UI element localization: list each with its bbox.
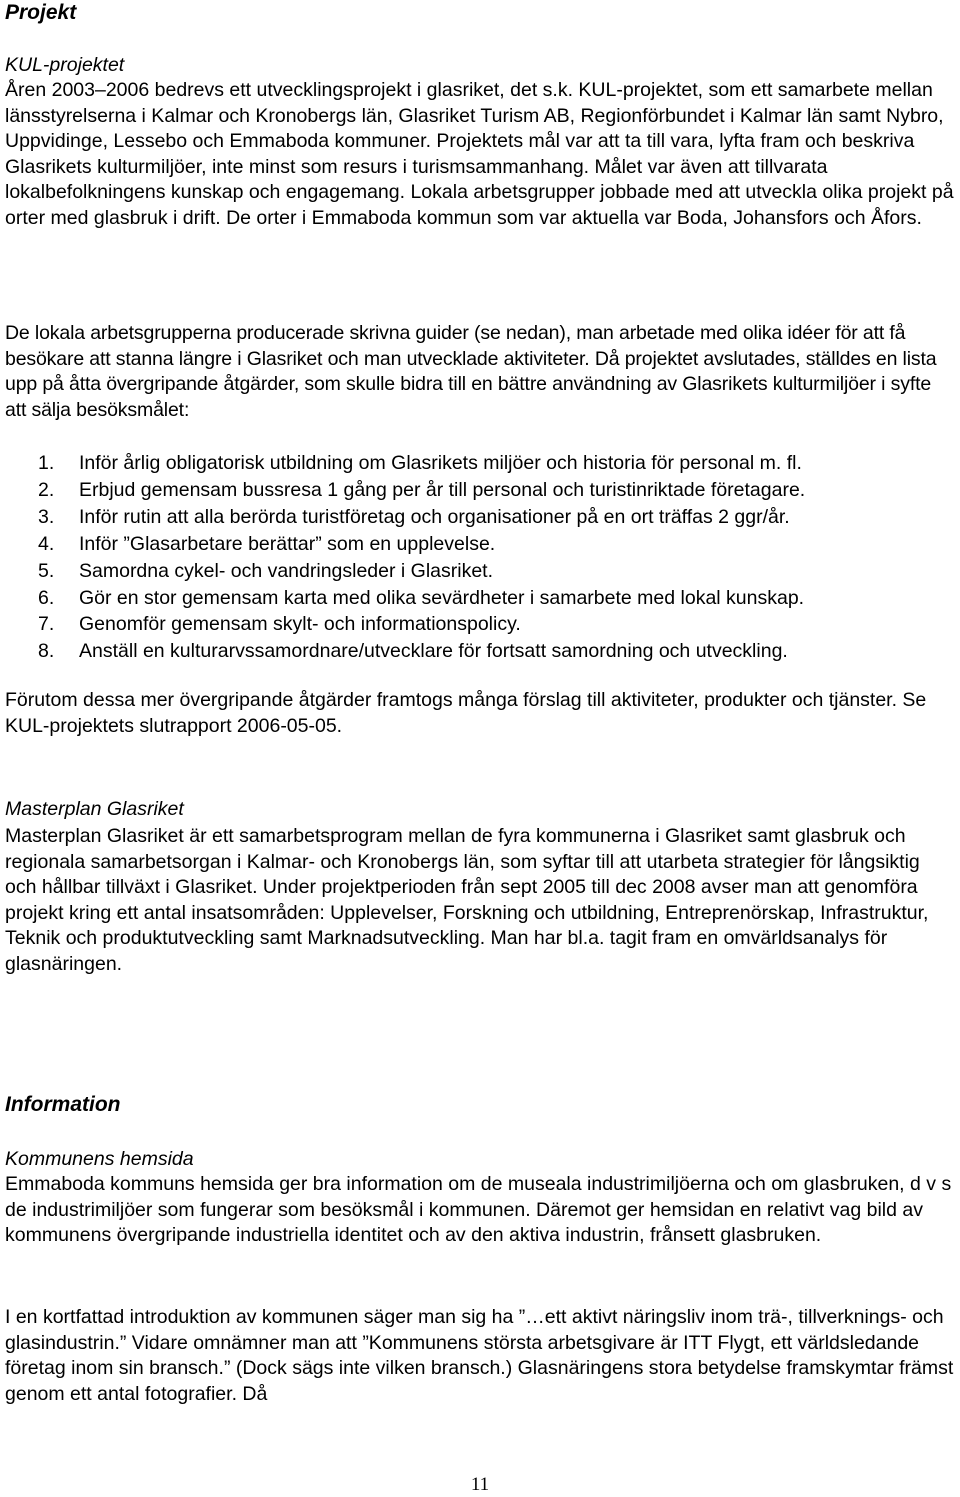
measures-list xyxy=(38,450,805,665)
subheading-masterplan: Masterplan Glasriket xyxy=(5,798,184,820)
list-item xyxy=(38,531,805,558)
paragraph-arbetsgrupper: De lokala arbetsgrupperna producerade skrivna guider (se nedan), man arbetade med olika idéer för att få besökare att stanna längre i Glasriket och man utvecklade aktiviteter. Då projektet avslutades, ställdes en lista upp på åtta övergripande åtgärder, som skulle bidra till en bättre användning av Glasrikets kulturmiljöer i syfte att sälja besöksmålet: xyxy=(5,322,937,421)
list-item-number: 1. xyxy=(38,452,55,474)
paragraph-masterplan: Masterplan Glasriket är ett samarbetsprogram mellan de fyra kommunerna i Glasriket samt glasbruk och regionala samarbetsorgan i Kalmar- och Kronobergs län, som syftar till att utarbeta strategier för långsiktig och hållbar tillväxt i Glasriket. Under projektperioden från sept 2005 till dec 2008 avser man att genomföra projekt kring ett antal insatsområden: Upplevelser, Forskning och utbildning, Entreprenörskap, Infrastruktur, Teknik och produktutveckling samt Marknadsutveckling. Man har bl.a. tagit fram en omvärldsanalys för glasnäringen. xyxy=(5,825,929,975)
list-item-number: 8. xyxy=(38,640,55,663)
page-number: 11 xyxy=(470,1474,490,1495)
list-item-text: Samordna cykel- och vandringsleder i Glasriket. xyxy=(79,559,494,582)
list-item xyxy=(38,450,805,477)
list-item xyxy=(38,638,805,665)
paragraph-forslag: Förutom dessa mer övergripande åtgärder framtogs många förslag till aktiviteter, produkter och tjänster. Se KUL-projektets slutrapport 2006-05-05. xyxy=(5,689,927,737)
subheading-kul-projektet: KUL-projektet xyxy=(5,54,125,76)
list-item-number: 7. xyxy=(38,613,55,636)
paragraph-hemsida: Emmaboda kommuns hemsida ger bra information om de museala industrimiljöerna och om glasbruken, d v s de industrimiljöer som fungerar som besöksmål i kommunen. Däremot ger hemsidan en relativt vag bild av kommunens övergripande industriella identitet och av den aktiva industrin, frånsett glasbruken. xyxy=(5,1173,952,1246)
list-item xyxy=(38,585,805,612)
section-heading-projekt: Projekt xyxy=(5,1,77,24)
list-item-number: 6. xyxy=(38,586,55,609)
list-item-text: Anställ en kulturarvssamordnare/utvecklare för fortsatt samordning och utveckling. xyxy=(79,640,788,663)
list-item xyxy=(38,504,805,531)
list-item-number: 2. xyxy=(38,478,55,501)
list-item-text: Inför rutin att alla berörda turistföretag och organisationer på en ort träffas 2 ggr/år. xyxy=(79,505,790,528)
list-item-number: 4. xyxy=(38,532,55,555)
list-item-text: Inför ”Glasarbetare berättar” som en upplevelse. xyxy=(79,532,496,555)
paragraph-kul-projektet: Åren 2003–2006 bedrevs ett utvecklingsprojekt i glasriket, det s.k. KUL-projektet, som ett samarbete mellan länsstyrelserna i Kalmar och Kronobergs län, Glasriket Turism AB, Regionförbundet i Kalmar län samt Nybro, Uppvidinge, Lessebo och Emmaboda kommuner. Projektets mål var att ta till vara, lyfta fram och beskriva Glasrikets kulturmiljöer, inte minst som resurs i turismsammanhang. Målet var även att tillvarata lokalbefolkningens kunskap och engagemang. Lokala arbetsgrupper jobbade med att utveckla olika projekt på orter med glasbruk i drift. De orter i Emmaboda kommun som var aktuella var Boda, Johansfors och Åfors. xyxy=(5,79,954,229)
list-item-number: 3. xyxy=(38,505,55,528)
list-item xyxy=(38,558,805,585)
subheading-kommunens-hemsida: Kommunens hemsida xyxy=(5,1148,194,1170)
section-heading-information: Information xyxy=(5,1093,121,1116)
list-item-text: Gör en stor gemensam karta med olika sevärdheter i samarbete med lokal kunskap. xyxy=(79,586,805,609)
list-item-text: Erbjud gemensam bussresa 1 gång per år till personal och turistinriktade företagare. xyxy=(79,478,806,501)
list-item-text: Genomför gemensam skylt- och informationspolicy. xyxy=(79,613,521,636)
list-item xyxy=(38,477,805,504)
list-item xyxy=(38,611,805,638)
list-item-number: 5. xyxy=(38,559,55,582)
paragraph-introduktion: I en kortfattad introduktion av kommunen säger man sig ha ”…ett aktivt näringsliv inom trä-, tillverknings- och glasindustrin.” Vidare omnämner man att ”Kommunens största arbetsgivare är ITT Flygt, ett världsledande företag inom sin bransch.” (Dock sägs inte vilken bransch.) Glasnäringens stora betydelse framskymtar främst genom ett antal fotografier. Då xyxy=(5,1306,954,1405)
list-item-text: Inför årlig obligatorisk utbildning om Glasrikets miljöer och historia för personal m. fl. xyxy=(79,452,802,474)
